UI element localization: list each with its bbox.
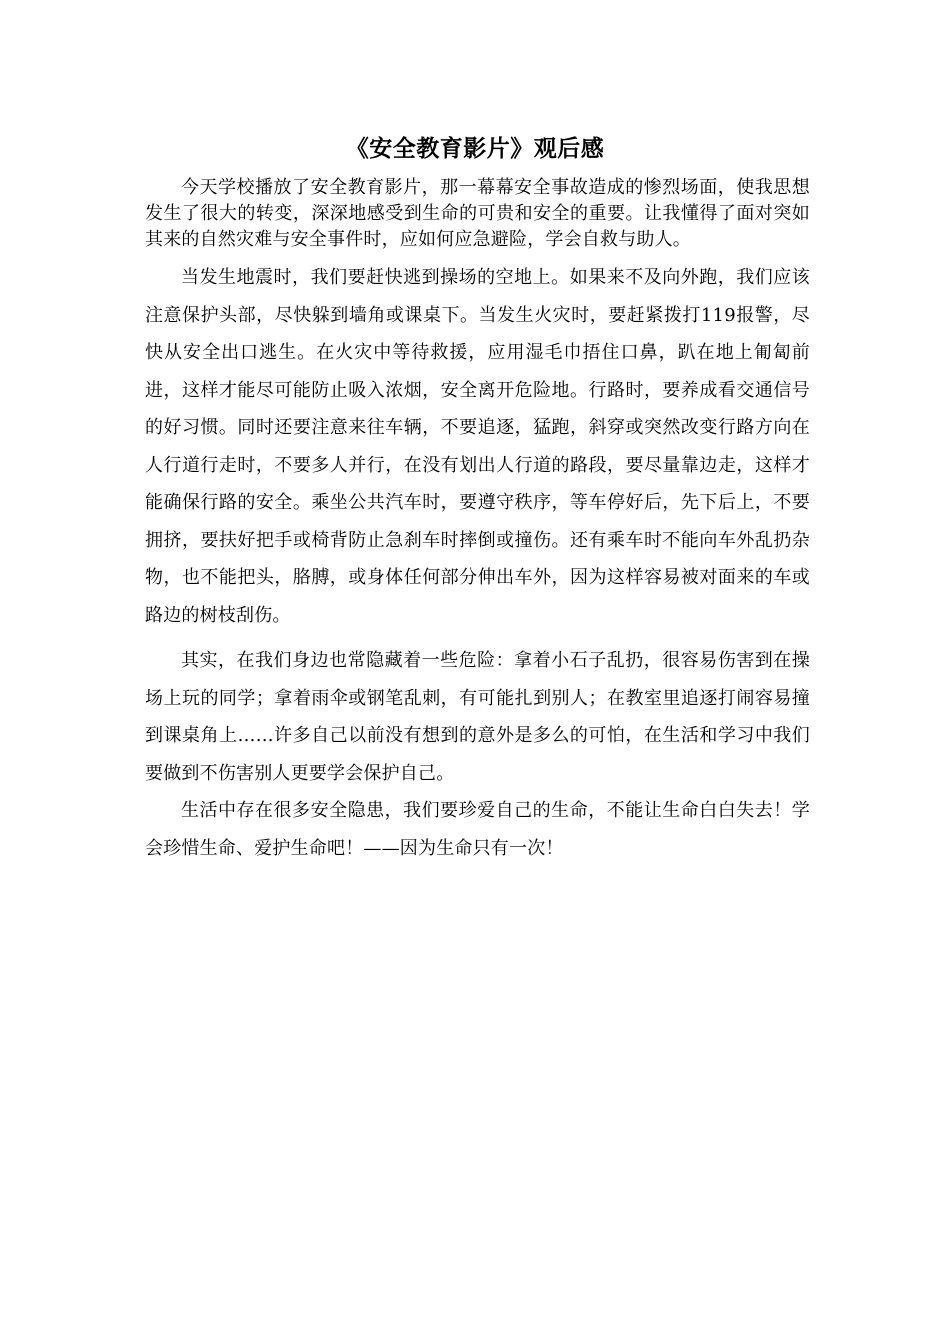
paragraph-conclusion: 生活中存在很多安全隐患，我们要珍爱自己的生命，不能让生命白白失去！学会珍惜生命、爱护生命吧！——因为生命只有一次！ [145, 800, 810, 859]
document-title: 《安全教育影片》观后感 [345, 135, 605, 162]
paragraph-intro: 今天学校播放了安全教育影片，那一幕幕安全事故造成的惨烈场面，使我思想发生了很大的转变，深深地感受到生命的可贵和安全的重要。让我懂得了面对突如其来的自然灾难与安全事件时，应如何应急避险，学会自救与助人。 [145, 177, 810, 250]
paragraph-safety-tips: 当发生地震时，我们要赶快逃到操场的空地上。如果来不及向外跑，我们应该注意保护头部，尽快躲到墙角或课桌下。当发生火灾时，要赶紧拨打119报警，尽快从安全出口逃生。在火灾中等待救援，应用湿毛巾捂住口鼻，趴在地上匍匐前进，这样才能尽可能防止吸入浓烟，安全离开危险地。行路时，要养成看交通信号的好习惯。同时还要注意来往车辆，不要追逐，猛跑，斜穿或突然改变行路方向在人行道行走时，不要多人并行，在没有划出人行道的路段，要尽量靠边走，这样才能确保行路的安全。乘坐公共汽车时，要遵守秩序，等车停好后，先下后上，不要拥挤，要扶好把手或椅背防止急刹车时摔倒或撞伤。还有乘车时不能向车外乱扔杂物，也不能把头，胳膊，或身体任何部分伸出车外，因为这样容易被对面来的车或路边的树枝刮伤。 [145, 267, 810, 626]
document-body [145, 175, 810, 867]
paragraph-hidden-dangers: 其实，在我们身边也常隐藏着一些危险：拿着小石子乱扔，很容易伤害到在操场上玩的同学；拿着雨伞或钢笔乱刺，有可能扎到别人；在教室里追逐打闹容易撞到课桌角上……许多自己以前没有想到的意外是多么的可怕，在生活和学习中我们要做到不伤害别人更要学会保护自己。 [145, 650, 810, 784]
